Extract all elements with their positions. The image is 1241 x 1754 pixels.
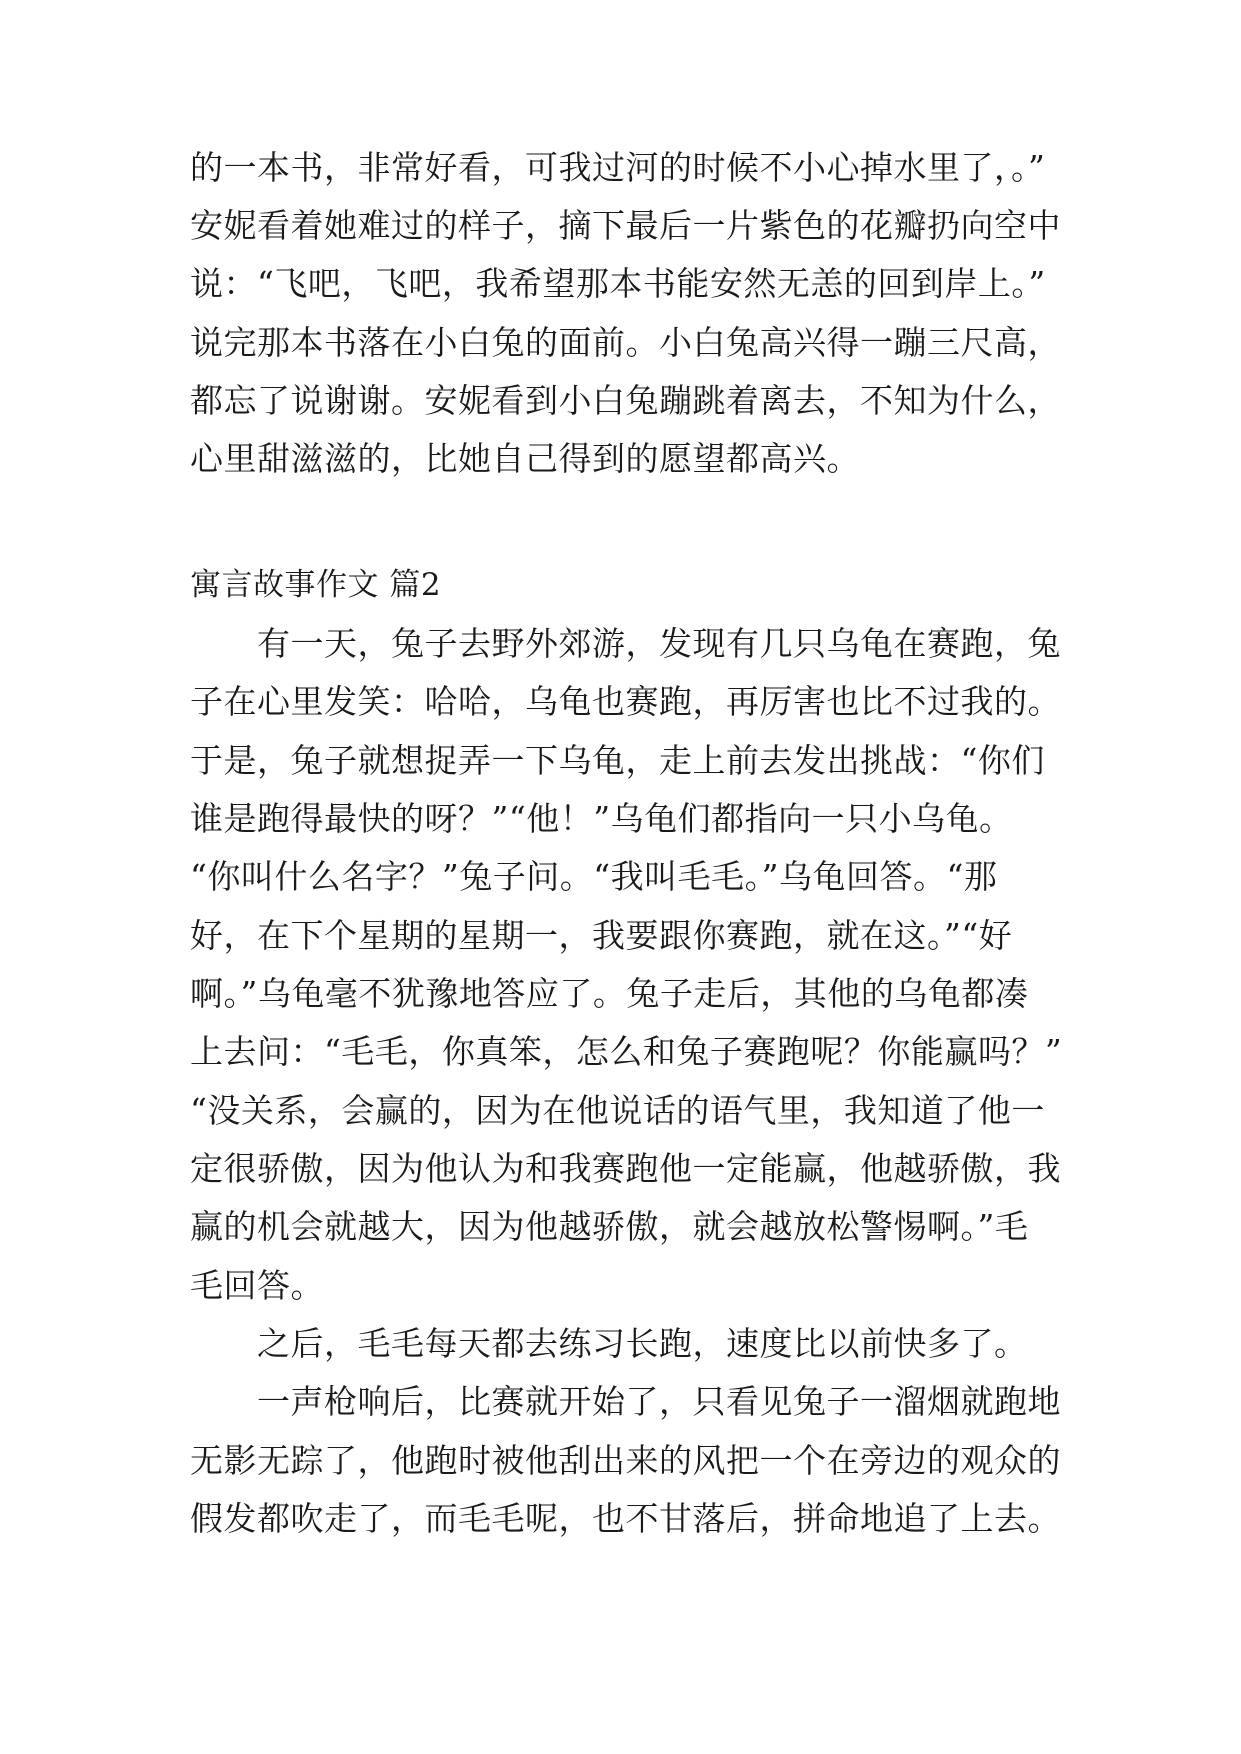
section-heading: 寓言故事作文 篇2 (190, 567, 442, 603)
paragraph-line: 赢的机会就越大，因为他越骄傲，就会越放松警惕啊。”毛 (190, 1207, 1029, 1246)
paragraph-line: 的一本书，非常好看，可我过河的时候不小心掉水里了，。” (190, 148, 1046, 187)
paragraph-line: 子在心里发笑：哈哈，乌龟也赛跑，再厉害也比不过我的。 (190, 682, 1061, 721)
paragraph-line: 啊。”乌龟毫不犹豫地答应了。兔子走后，其他的乌龟都凑 (190, 974, 1029, 1013)
paragraph-line: “你叫什么名字？”兔子问。“我叫毛毛。”乌龟回答。“那 (190, 857, 998, 896)
paragraph-line: 好，在下个星期的星期一，我要跟你赛跑，就在这。”“好 (190, 916, 1013, 955)
paragraph-line: 假发都吹走了，而毛毛呢，也不甘落后，拼命地追了上去。 (190, 1499, 1061, 1538)
paragraph-line: 之后，毛毛每天都去练习长跑，速度比以前快多了。 (190, 1324, 1028, 1363)
paragraph-line: 安妮看着她难过的样子，摘下最后一片紫色的花瓣扔向空中 (190, 206, 1061, 245)
paragraph-line: 谁是跑得最快的呀？”“他！”乌龟们都指向一只小乌龟。 (190, 799, 1013, 838)
paragraph-line: 定很骄傲，因为他认为和我赛跑他一定能赢，他越骄傲，我 (190, 1149, 1061, 1188)
paragraph-line: 说完那本书落在小白兔的面前。小白兔高兴得一蹦三尺高， (190, 323, 1061, 362)
paragraph-line: 说：“飞吧，飞吧，我希望那本书能安然无恙的回到岸上。” (190, 264, 1046, 303)
paragraph-line: 有一天，兔子去野外郊游，发现有几只乌龟在赛跑，兔 (190, 624, 1061, 663)
paragraph-line: 无影无踪了，他跑时被他刮出来的风把一个在旁边的观众的 (190, 1441, 1061, 1480)
paragraph-line: 一声枪响后，比赛就开始了，只看见兔子一溜烟就跑地 (190, 1382, 1061, 1421)
paragraph-line: 心里甜滋滋的，比她自己得到的愿望都高兴。 (190, 439, 860, 478)
paragraph-line: “没关系，会赢的，因为在他说话的语气里，我知道了他一 (190, 1091, 1045, 1130)
paragraph-line: 毛回答。 (190, 1266, 324, 1305)
paragraph-line: 于是，兔子就想捉弄一下乌龟，走上前去发出挑战：“你们 (190, 741, 1045, 780)
paragraph-line: 都忘了说谢谢。安妮看到小白兔蹦跳着离去，不知为什么， (190, 381, 1061, 420)
paragraph-line: 上去问：“毛毛，你真笨，怎么和兔子赛跑呢？你能赢吗？” (190, 1032, 1063, 1071)
